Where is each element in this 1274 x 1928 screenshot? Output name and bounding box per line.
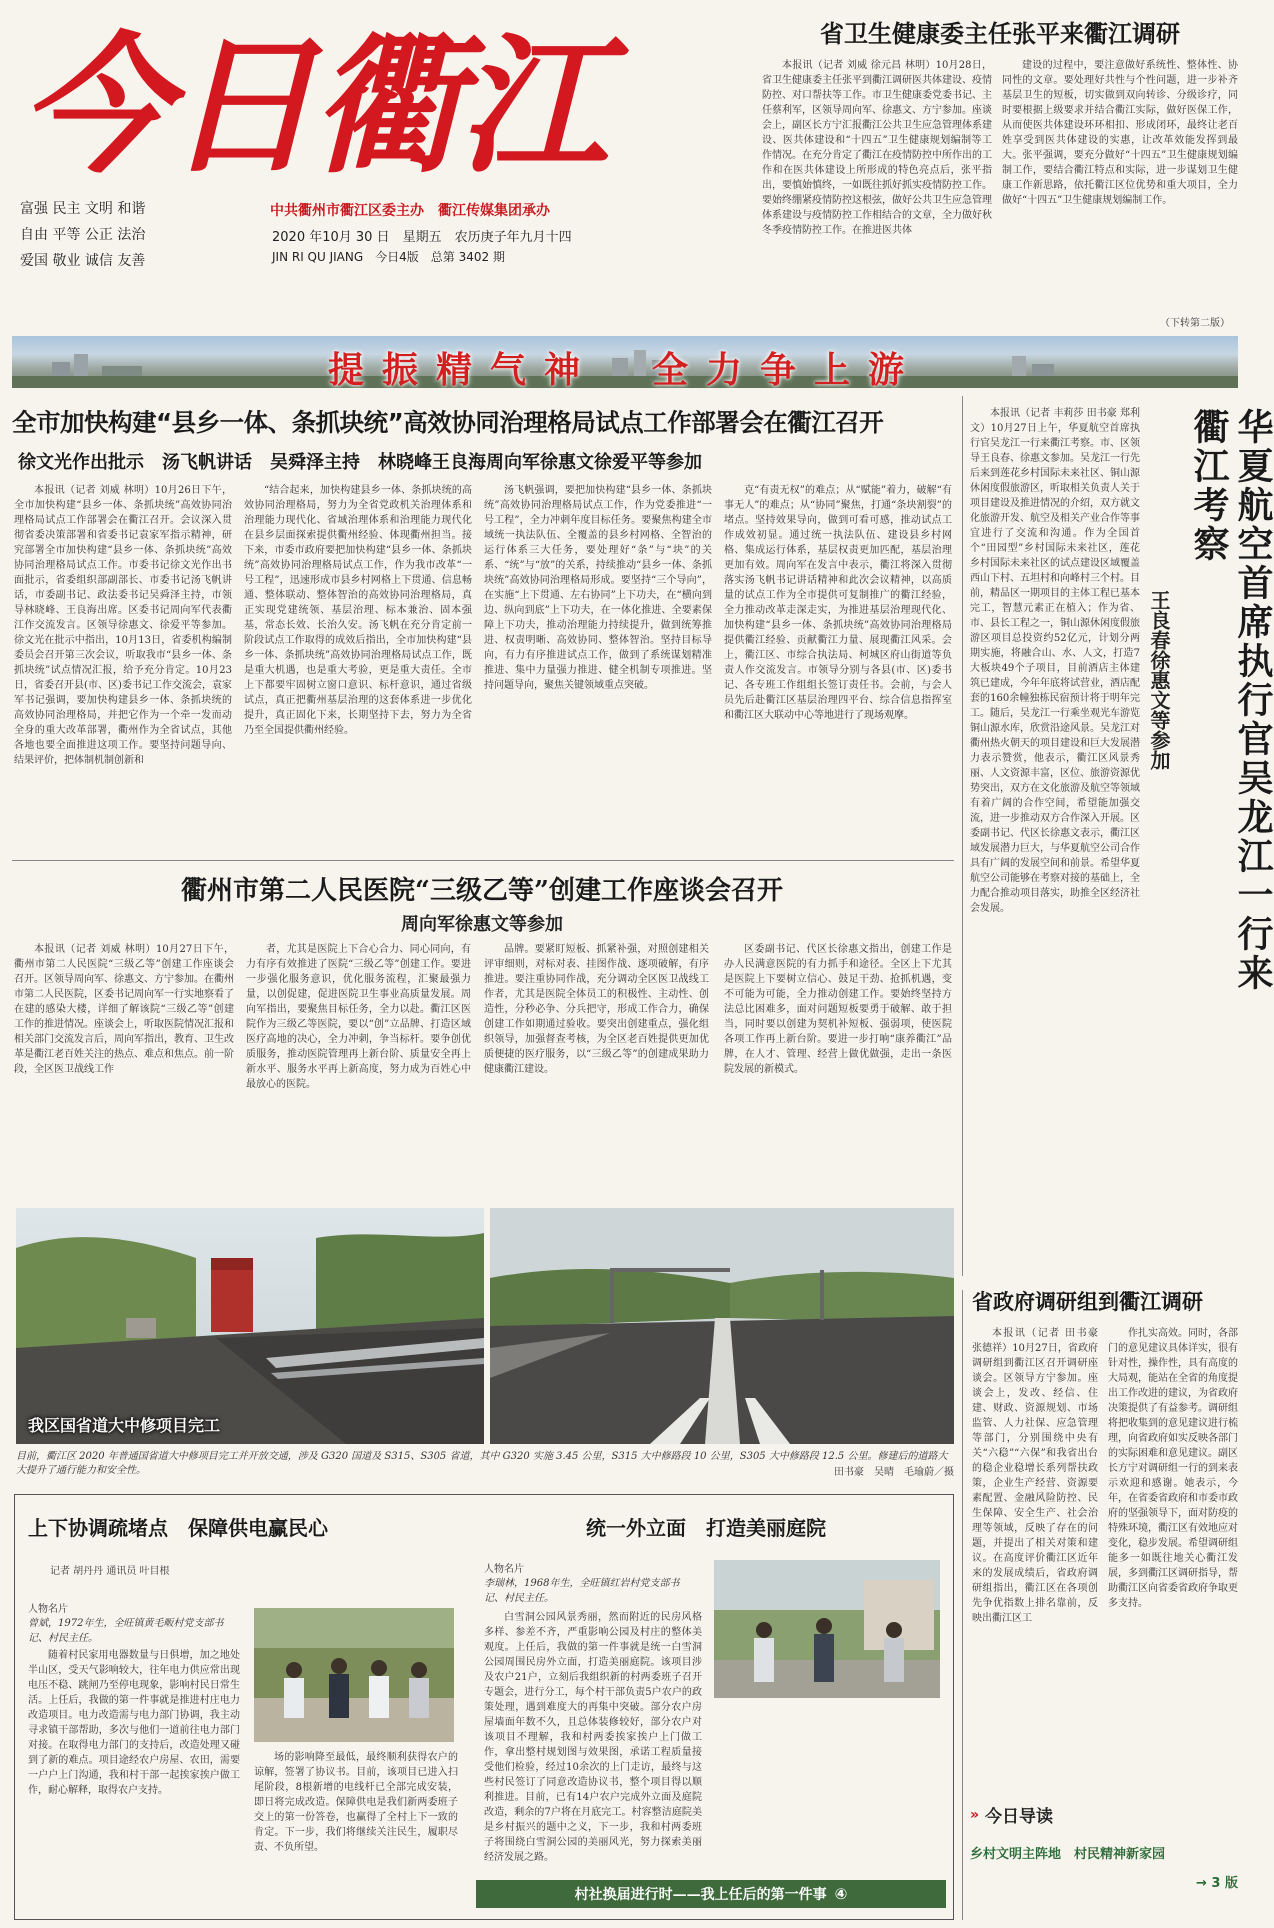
series-banner-text: 村社换届进行时——我上任后的第一件事 <box>574 1887 827 1903</box>
photo-label: 我区国省道大中修项目完工 <box>28 1416 221 1435</box>
top-article-body-right <box>1002 58 1238 313</box>
series-banner-number: ④ <box>834 1885 848 1903</box>
bottom-left-profile: 曾斌，1972年生，全旺镇黄毛畈村党支部书记、村民主任。 <box>28 1618 224 1644</box>
divider <box>962 1290 963 1920</box>
photo-caption <box>16 1450 954 1484</box>
paragraph: 区委副书记、代区长徐惠文指出，创建工作是办人民满意医院的有力抓手和途径。全区上下尤其是医院上下要树立信心、鼓足干劲、抢抓机遇，变不可能为可能，全力推动创建工作。要始终坚持方法总比困难多，面对问题短板要勇于破解、敢于担当，同时要以创建为契机补短板、强弱项，使医院各项工作再上新台阶。要进一步打响“康养衢江”品牌，在人才、管理、经营上做优做强，走出一条医院发展的新模式。 <box>724 944 952 1075</box>
bottom-left-profile-label: 人物名片 <box>28 1604 68 1615</box>
bottom-left-body-2 <box>254 1750 458 1898</box>
series-banner <box>476 1880 946 1908</box>
hospital-headline: 衢州市第二人民医院“三级乙等”创建工作座谈会召开 <box>181 876 783 906</box>
road-photo-left <box>16 1208 484 1444</box>
slogan-block <box>20 196 190 274</box>
right-feature-subhead: 王良春徐惠文等参加 <box>1147 590 1171 770</box>
bottom-middle-headline: 统一外立面 打造美丽庭院 <box>586 1516 826 1540</box>
village-meeting-photo <box>254 1608 454 1742</box>
paragraph: “结合起来，加快构建县乡一体、条抓块统的高效协同治理格局，努力为全省党政机关治理体系和治理能力现代化、省域治理体系和治理能力现代化在县乡层面探索提供衢州经验、体现衢州担当。接下来，市委市政府要把加快构建“县乡一体、条抓块统”高效协同治理格局试点工作，作为我市改革“一号工程”，迅速形成市县乡村网格上下贯通、信息畅通、整体联动、整体智治的高效协同治理格局，真正实现党建统领、基层治理、标本兼治、固本强基，常态长效、长治久安。汤飞帆在充分肯定前一阶段试点工作取得的成效后指出，全市加快构建“县乡一体、条抓块统”高效协同治理格局试点工作，既是重大机遇，也是重大考验，更是重大责任。全市上下都要牢固树立窗口意识、标杆意识，通过省级试点，真正把衢州基层治理的这套体系进一步优化提升，真正固化下来，长期坚持下去，努力为全省乃至全国提供衢州经验。 <box>244 485 472 736</box>
paragraph: 本报讯（记者 丰莉莎 田书豪 郑利文）10月27日上午，华夏航空首席执行官吴龙江一行来衢江考察。市、区领导王良春、徐惠文参加。吴龙江一行先后来到莲花乡村国际未来社区、铜山源休闲度假旅游区，听取相关负责人关于项目建设及推进情况的介绍，双方就文化旅游开发、航空及相关产业合作等事宜进行了交流和沟通。作为全国首个“田园型”乡村国际未来社区，莲花乡村国际未来社区的试点建设区域覆盖西山下村、五坦村和向峰村三个村。目前，精品区一期项目的主体工程已基本完工，智慧元素正在植入；作为省、市、县长工程之一，铜山源休闲度假旅游区项目总投资约52亿元，计划分两期实施，将融合山、水、人文，打造7大板块49个子项目，目前酒店主体建筑已建成，今年年底将试营业，酒店配套的160余幢独栋民宿预计将于明年完工。随后，吴龙江一行乘坐观光车游览铜山源水库，欣赏沿途风景。吴龙江对衢州热火朝天的项目建设和巨大发展潜力表示赞赏，他表示，衢江区风景秀丽、人文资源丰富，区位、旅游资源优势突出，双方在文化旅游及航空等领域有着广阔的合作空间，希望能加强交流，进一步推动双方合作深入开展。区委副书记、代区长徐惠文表示，衢江区域发展潜力巨大，与华夏航空公司合作具有广阔的发展空间和前景。希望华夏航空公司能够在考察对接的基础上，全力配合推动项目落实，助推全区经济社会发展。 <box>970 408 1140 914</box>
caption-text: 目前，衢江区 2020 年普通国省道大中修项目完工并开放交通，涉及 G320 国道及 S315、S305 省道，其中 G320 实施 3.45 公里，S315 大中修路段 10 公里，S305 大中修路段 12.5 公里。修建后的道路大大提升了通行能力和安全性。 <box>16 1451 948 1476</box>
guide-arrows-icon: » <box>970 1806 980 1823</box>
paragraph: 本报讯（记者 田书豪 张德祥）10月27日，省政府调研组到衢江区召开调研座谈会。区领导方宁参加。座谈会上，发改、经信、住建、财政、资源规划、市场监管、人力社保、应急管理等部门，分别围绕中央有关“六稳”“六保”和我省出台的稳企业稳增长系列帮扶政策，企业生产经营、资源要素配置、金融风险防控、民生保障、安全生产、社会治理等领域，反映了存在的问题，并提出了相关对策和建议。在高度评价衢江区近年来的发展成绩后，省政府调研组指出，衢江区在各项创先争优指数上排名靠前，反映出衢江区工 <box>972 1328 1098 1624</box>
today-guide <box>970 1802 1238 1920</box>
guide-title: 今日导读 <box>985 1807 1054 1827</box>
photo-credit: 田书豪 吴晴 毛瑜蔚／摄 <box>834 1467 954 1478</box>
continue-note: （下转第二版） <box>1160 318 1230 329</box>
hospital-col-1 <box>14 942 234 1200</box>
divider <box>12 860 954 861</box>
lead-headline: 全市加快构建“县乡一体、条抓块统”高效协同治理格局试点工作部署会在衢江召开 <box>12 408 884 437</box>
guide-title-row <box>970 1802 1238 1827</box>
hospital-col-4 <box>724 942 952 1200</box>
paragraph: 白雪洞公园风景秀丽，然而附近的民房风格多样、参差不齐，严重影响公园及村庄的整体美观度。上任后，我做的第一件事就是统一白雪洞公园周围民房外立面，打造美丽庭院。该项目涉及农户21户，立刻后我组织新的村两委班子召开专题会，进行分工，每个村干部负责5户农户的政策处理，遇到难度大的再集中突破。部分农户房屋墙面年数不久，且总体装修较好，部分农户对该项目不理解，我和村两委挨家挨户上门做工作，拿出整村规划图与效果图，承诺工程质量接受他们检验，经过10余次的上门走访，最终与这些村民签订了同意改造协议书，整个项目得以顺利推进。目前，已有14户农户完成外立面及庭院改造，剩余的7户将在月底完工。村容整洁庭院美是乡村振兴的题中之义，下一步，我和村两委班子将围绕白雪洞公园的美丽风光，努力探索美丽经济发展之路。 <box>484 1612 702 1863</box>
paragraph: 本报讯（记者 刘威 林明）10月26日下午，全市加快构建“县乡一体、条抓块统”高效协同治理格局试点工作部署会在衢江召开。会议深入贯彻省委决策部署和省委书记袁家军指示精神，研究部署全市加快构建“县乡一体、条抓块统”高效协同治理格局试点工作。市委书记徐文光作出书面批示，省委组织部副部长、市委书记汤飞帆讲话，市委副书记、政法委书记吴舜泽主持，市领导林晓峰、王良海出席。区委书记周向军代表衢江作交流发言。区领导徐惠文、徐爱平等参加。徐文光在批示中指出，10月13日，省委机构编制委员会召开第三次会议，听取我市“县乡一体、条抓块统”试点情况汇报，给予充分肯定。10月23日，省委召开县(市、区)委书记工作交流会，袁家军书记强调，要加快构建县乡一体、条抓块统的高效协同治理格局，并把它作为一个牵一发而动全身的重大改革部署，衢州作为全省试点，其他各地也要全面推进这项工作。要坚持问题导向、结果评价，把体制机制创新和 <box>14 485 232 766</box>
slogan-line: 富强 民主 文明 和谐 <box>20 201 146 217</box>
lead-col-1 <box>14 483 232 853</box>
masthead <box>10 8 750 273</box>
bottom-left-byline: 记者 胡丹丹 通讯员 叶目根 <box>50 1566 170 1577</box>
masthead-title: 今日衢江 <box>20 18 605 194</box>
top-article-body-left <box>762 58 992 328</box>
guide-item[interactable]: 乡村文明主阵地 村民精神新家园 <box>970 1847 1166 1862</box>
lead-col-2 <box>244 483 472 853</box>
banner-text: 提振精气神 全力争上游 <box>327 350 922 391</box>
paragraph: 随着村民家用电器数量与日俱增，加之地处半山区，受天气影响较大，往年电力供应常出现电压不稳、跳闸乃至停电现象，影响村民日常生活。上任后，我做的第一件事就是推进村庄电力改造项目。电力改造需与电力部门协调，我主动寻求镇干部帮助，多次与他们一道前往电力部门对接。在取得电力部门的支持后，改造处理又碰到了新的难点。项目途经农户房屋、农田，需要一户户上门沟通，我和村干部一起挨家挨户做工作，耐心解释，取得农户支持。 <box>28 1650 240 1796</box>
paragraph: 克“有责无权”的难点；从“赋能”着力，破解“有事无人”的难点；从“协同”聚焦，打通“条块割裂”的堵点。坚持效果导向，做到可看可感，推动试点工作成效初显。通过统一执法队伍、建设县乡村网格、集成运行体系，基层权责更加匹配，基层治理更加有效。周向军在发言中表示，衢江将深入贯彻落实汤飞帆书记讲话精神和此次会议精神，以高质量的试点工作为全市提供可复制推广的衢江经验，全力推动改革走深走实，为推进基层治理现代化、加快构建“县乡一体、条抓块统”高效协同治理格局提供衢江经验、贡献衢江力量、展现衢江风采。会上，衢江区、市综合执法局、柯城区府山街道等负责人作交流发言。市领导分别与各县(市、区)委书记、各专班工作组组长签订责任书。会前，与会人员先后赴衢江区基层治理四平台、综合信息指挥室和衢江区大联动中心等地进行了现场观摩。 <box>724 485 952 721</box>
hospital-subhead: 周向军徐惠文等参加 <box>401 914 563 935</box>
bottom-left-headline: 上下协调疏堵点 保障供电赢民心 <box>28 1516 328 1540</box>
issue-line: JIN RI QU JIANG 今日4版 总第 3402 期 <box>272 250 505 264</box>
lead-subhead: 徐文光作出批示 汤飞帆讲话 吴舜泽主持 林晓峰王良海周向军徐惠文徐爱平等参加 <box>18 452 702 473</box>
bottom-middle-photo <box>714 1560 940 1698</box>
hospital-col-2 <box>246 942 471 1200</box>
sponsor-line: 中共衢州市衢江区委主办 衢江传媒集团承办 <box>270 203 550 219</box>
right-feature-body <box>970 406 1140 1046</box>
paragraph: 本报讯（记者 刘威 徐元昌 林明）10月28日，省卫生健康委主任张平到衢江调研医共体建设、疫情防控、对口帮扶等工作。市卫生健康委党委书记、主任蔡利军，区领导周向军、徐惠文、方宁参加。座谈会上，副区长方宁汇报衢江公共卫生应急管理体系建设、医共体建设和“十四五”卫生健康规划编制等工作情况。在充分肯定了衢江在疫情防控中所作出的工作和在医共体建设上所形成的特色亮点后，张平指出，要慎始慎终，一如既往抓好抓实疫情防控工作。要始终绷紧疫情防控这根弦，做好公共卫生应急管理体系建设与疫情防控工作相结合的文章，全力做好秋冬季疫情防控工作。在推进医共体 <box>762 60 992 236</box>
lead-col-4 <box>724 483 952 853</box>
date-line: 2020 年10月 30 日 星期五 农历庚子年九月十四 <box>272 230 572 245</box>
divider <box>962 396 963 1276</box>
road-photo-left-image <box>16 1208 484 1444</box>
village-street-photo <box>714 1560 940 1698</box>
right-bottom-body-right <box>1108 1326 1238 1796</box>
masthead-logo <box>10 8 605 194</box>
slogan-line: 爱国 敬业 诚信 友善 <box>20 253 146 269</box>
bottom-middle-body <box>484 1610 702 1872</box>
bottom-middle-profile-label: 人物名片 <box>484 1564 524 1575</box>
bottom-left-body-1 <box>28 1648 240 1910</box>
road-photo-right <box>490 1208 954 1444</box>
guide-arrow-icon: → <box>1195 1876 1207 1891</box>
hospital-col-3 <box>484 942 709 1200</box>
guide-page[interactable]: 3 版 <box>1211 1876 1238 1891</box>
banner <box>12 336 1238 391</box>
bottom-middle-body-cont <box>714 1704 940 1870</box>
road-photo-right-image <box>490 1208 954 1444</box>
top-article-headline: 省卫生健康委主任张平来衢江调研 <box>820 20 1180 48</box>
paragraph: 者，尤其是医院上下合心合力、同心同向，有力有序有效推进了医院“三级乙等”创建工作。要进一步强化服务意识，优化服务流程，汇聚最强力量，以创促建，促进医院卫生事业高质量发展。周向军指出，要聚焦目标任务，全力以赴。衢江区医院作为三级乙等医院，要以“创”立品牌、打造区域医疗高地的决心，全力冲刺，争当标杆。要争创优质服务，推动医院管理再上新台阶、质量安全再上新水平、服务水平再上新高度，努力成为百姓心中最放心的医院。 <box>246 944 471 1090</box>
paragraph: 汤飞帆强调，要把加快构建“县乡一体、条抓块统”高效协同治理格局试点工作，作为党委推进“一号工程”，全力冲刺年度目标任务。要聚焦构建全市域统一执法队伍、全覆盖的县乡村网格、全智治的运行体系三大任务，要处理好“条”与“块”的关系、“统”与“放”的关系，持续推动“县乡一体、条抓块统”高效协同治理格局形成。要坚持“三个导向”，在实施“上下贯通、左右协同”上下功夫，在“横向到边、纵向到底”上下功夫，在一体化推进、全要素保障上下功夫，推动治理能力持续提升，做到统筹推进、权责明晰、高效协同、整体智治。坚持目标导向，有力有序推进试点工作，做到了系统谋划精准推进、集中力量强力推进、健全机制专项推进。坚持问题导向，聚焦关键领域重点突破。 <box>484 485 712 691</box>
paragraph: 场的影响降至最低，最终顺利获得农户的谅解，签署了协议书。目前，该项目已进入扫尾阶段，8根新增的电线杆已全部完成安装，即日将完成改造。保障供电是我们新两委班子交上的第一份答卷，也赢得了全村上下一致的肯定。下一步，我们将继续关注民生，履职尽责、不负所望。 <box>254 1752 458 1853</box>
right-bottom-headline: 省政府调研组到衢江调研 <box>972 1290 1203 1314</box>
slogan-line: 自由 平等 公正 法治 <box>20 227 146 243</box>
lead-col-3 <box>484 483 712 853</box>
paragraph: 建设的过程中，要注意做好系统性、整体性、协同性的文章。要处理好共性与个性问题，进一步补齐基层卫生的短板，切实做到双向转诊、分级诊疗，同时要根据上级要求并结合衢江实际，做好医保工作，从而使医共体建设环环相扣、形成闭环，最终让老百姓享受到医共体建设的实惠，让改革效能发挥到最大。张平强调，要充分做好“十四五”卫生健康规划编制工作，要结合衢江特点和实际，进一步谋划卫生健康工作新思路，依托衢江区位优势和重大项目，全力做好“十四五”卫生健康规划编制工作。 <box>1002 60 1238 206</box>
paragraph: 本报讯（记者 刘威 林明）10月27日下午，衢州市第二人民医院“三级乙等”创建工作座谈会召开。区领导周向军、徐惠文、方宁参加。在衢州市第二人民医院，区委书记周向军一行实地察看了在建的感染大楼，详细了解该院“三级乙等”创建工作的推进情况。座谈会上，听取医院情况汇报和相关部门交流发言后，周向军指出，教育、卫生改革是衢江老百姓关注的热点、难点和焦点。前一阶段，全区医卫战线工作 <box>14 944 234 1075</box>
bottom-middle-profile: 李瑞林，1968年生，全旺镇红岩村党支部书记、村民主任。 <box>484 1578 680 1604</box>
paragraph: 品牌。要紧盯短板、抓紧补强，对照创建相关评审细则，对标对表、挂图作战、逐项破解，有序推进。要注重协同作战，充分调动全区医卫战线工作者，尤其是医院全体员工的积极性、主动性、创造性，分秒必争、分兵把守，形成工作合力，确保创建工作如期通过验收。要突出创建重点，强化组织领导，加强督查考核，为全区老百姓提供更加优质便捷的医疗服务，以“三级乙等”的创建成果助力健康衢江建设。 <box>484 944 709 1075</box>
guide-page-row <box>970 1872 1238 1891</box>
right-feature-headline: 华夏航空首席执行官吴龙江一行来衢江考察 <box>1188 408 1273 993</box>
bottom-left-photo <box>254 1608 454 1742</box>
right-bottom-body-left <box>972 1326 1098 1796</box>
paragraph: 作扎实高效。同时，各部门的意见建议具体详实，很有针对性，操作性，具有高度的大局观，能站在全省的角度提出工作改进的建议，为省政府决策提供了有益参考。调研组将把收集到的意见建议进行梳理，向省政府如实反映各部门的实际困难和意见建议。副区长方宁对调研组一行的到来表示欢迎和感谢。她表示，今年，在省委省政府和市委市政府的坚强领导下，面对防疫的特殊环境，衢江区有效地应对变化，稳步发展。希望调研组能多一如既往地关心衢江发展，多到衢江区调研指导，帮助衢江区向省委省政府争取更多支持。 <box>1108 1328 1238 1609</box>
